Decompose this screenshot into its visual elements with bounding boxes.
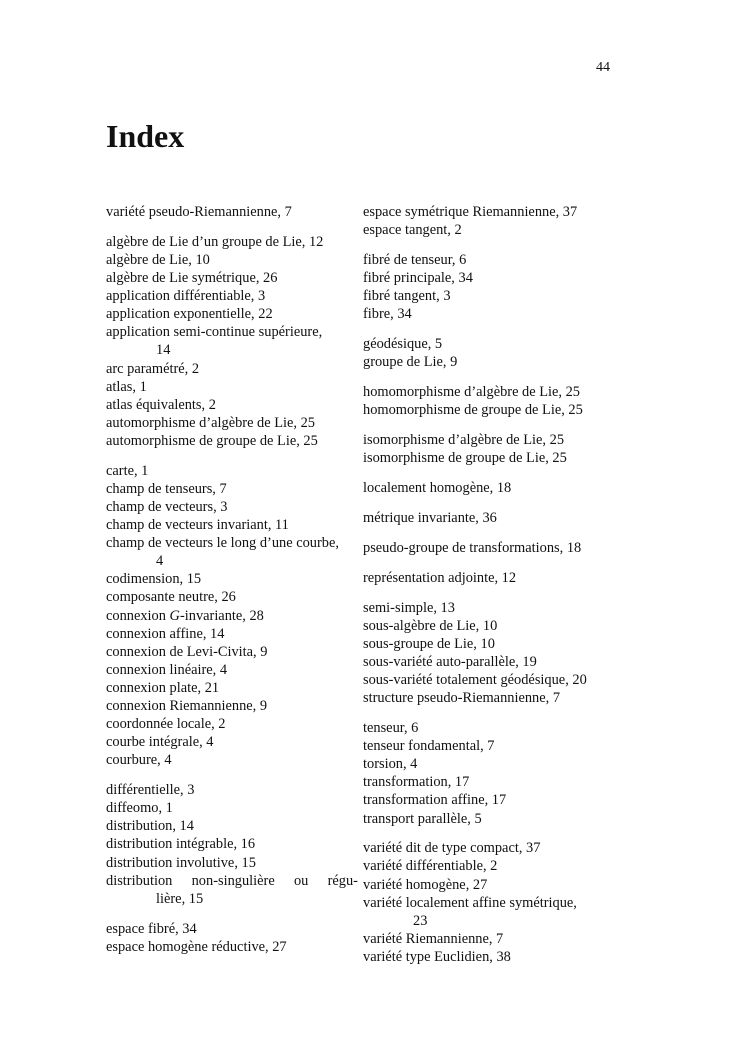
index-entry: représentation adjointe, 12 — [363, 569, 517, 586]
index-entry: champ de tenseurs, 7 — [106, 480, 227, 497]
index-entry: algèbre de Lie symétrique, 26 — [106, 270, 278, 287]
entry-word: régu- — [327, 872, 358, 889]
index-entry: différentielle, 3 — [106, 782, 195, 799]
index-entry: application exponentielle, 22 — [106, 306, 273, 323]
index-entry: fibré tangent, 3 — [363, 288, 451, 305]
index-entry: espace symétrique Riemannienne, 37 — [363, 204, 578, 220]
index-entry: distribution involutive, 15 — [106, 854, 256, 871]
index-group — [363, 839, 623, 966]
index-entry-connexion-g — [106, 607, 358, 625]
index-entry: structure pseudo-Riemannienne, 7 — [363, 690, 561, 707]
index-entry: connexion linéaire, 4 — [106, 661, 228, 678]
index-entry: algèbre de Lie, 10 — [106, 251, 210, 268]
index-entry: métrique invariante, 36 — [363, 510, 497, 526]
index-entry: variété dit de type compact, 37 — [363, 840, 541, 857]
index-entry: transformation affine, 17 — [363, 792, 507, 809]
index-entry: connexion de Levi-Civita, 9 — [106, 643, 268, 660]
index-entry: pseudo-groupe de transformations, 18 — [363, 539, 582, 556]
index-entry: tenseur fondamental, 7 — [363, 738, 495, 755]
index-entry: application différentiable, 3 — [106, 288, 266, 305]
index-entry: torsion, 4 — [363, 756, 418, 773]
index-entry: variété type Euclidien, 38 — [363, 948, 511, 965]
index-group — [363, 251, 623, 323]
index-group — [363, 203, 623, 239]
index-entry: distribution intégrable, 16 — [106, 836, 256, 853]
index-entry: espace tangent, 2 — [363, 222, 462, 239]
index-entry: variété homogène, 27 — [363, 876, 488, 893]
index-entry: transformation, 17 — [363, 774, 470, 791]
index-entry: géodésique, 5 — [363, 336, 443, 353]
index-entry: carte, 1 — [106, 462, 149, 479]
index-entry: localement homogène, 18 — [363, 480, 512, 497]
index-entry: automorphisme d’algèbre de Lie, 25 — [106, 414, 315, 431]
index-entry: fibre, 34 — [363, 306, 412, 323]
index-group — [106, 781, 358, 908]
index-group — [363, 569, 623, 587]
entry-prefix: connexion — [106, 607, 170, 624]
index-entry-continuation: lière, 15 — [156, 890, 204, 907]
index-group — [363, 335, 623, 371]
index-entry: fibré de tenseur, 6 — [363, 251, 467, 268]
index-entry: sous-groupe de Lie, 10 — [363, 635, 495, 652]
index-entry: champ de vecteurs le long d’une courbe, — [106, 535, 339, 552]
index-entry: composante neutre, 26 — [106, 589, 236, 606]
index-entry: fibré principale, 34 — [363, 270, 473, 287]
index-entry: diffeomo, 1 — [106, 800, 173, 817]
index-group — [106, 233, 358, 450]
index-entry: algèbre de Lie d’un groupe de Lie, 12 — [106, 233, 324, 250]
index-group — [106, 203, 358, 221]
index-entry: connexion plate, 21 — [106, 679, 220, 696]
index-group — [363, 383, 623, 419]
index-entry: variété localement affine symétrique, — [363, 894, 577, 911]
index-entry: transport parallèle, 5 — [363, 810, 482, 827]
index-entry-justified — [106, 872, 358, 890]
index-entry: application semi-continue supérieure, — [106, 324, 323, 341]
entry-word: ou — [293, 872, 309, 889]
index-entry: semi-simple, 13 — [363, 599, 455, 616]
index-entry: tenseur, 6 — [363, 720, 419, 737]
index-entry: homomorphisme de groupe de Lie, 25 — [363, 402, 583, 419]
index-entry: espace homogène réductive, 27 — [106, 938, 287, 955]
index-entry: variété Riemannienne, 7 — [363, 930, 504, 947]
index-column-left — [106, 203, 358, 968]
index-entry-continuation: 14 — [156, 342, 171, 359]
index-entry: variété pseudo-Riemannienne, 7 — [106, 204, 292, 220]
index-entry: isomorphisme de groupe de Lie, 25 — [363, 450, 567, 467]
index-entry: distribution, 14 — [106, 818, 194, 835]
index-entry: coordonnée locale, 2 — [106, 716, 226, 733]
entry-suffix: -invariante, 28 — [179, 607, 264, 624]
index-entry: homomorphisme d’algèbre de Lie, 25 — [363, 384, 580, 401]
index-entry: groupe de Lie, 9 — [363, 354, 458, 371]
index-group — [363, 431, 623, 467]
index-entry: variété différentiable, 2 — [363, 858, 498, 875]
page-number: 44 — [596, 60, 610, 75]
index-entry: codimension, 15 — [106, 571, 202, 588]
index-entry-continuation: 23 — [413, 912, 428, 929]
index-entry: courbure, 4 — [106, 752, 172, 769]
index-group — [363, 539, 623, 557]
index-entry: isomorphisme d’algèbre de Lie, 25 — [363, 432, 565, 449]
index-group — [363, 479, 623, 497]
entry-word: non-singulière — [191, 872, 275, 889]
index-entry: sous-algèbre de Lie, 10 — [363, 617, 498, 634]
index-group — [106, 920, 358, 956]
index-entry: espace fibré, 34 — [106, 920, 197, 937]
index-entry: arc paramétré, 2 — [106, 360, 200, 377]
index-entry: automorphisme de groupe de Lie, 25 — [106, 432, 318, 449]
index-entry: champ de vecteurs, 3 — [106, 499, 228, 515]
index-group — [363, 719, 623, 828]
index-column-right — [363, 203, 623, 978]
entry-word: distribution — [106, 872, 173, 889]
index-entry: courbe intégrale, 4 — [106, 734, 214, 751]
index-title: Index — [106, 118, 185, 154]
index-entry: atlas équivalents, 2 — [106, 396, 216, 413]
index-entry: connexion Riemannienne, 9 — [106, 698, 268, 715]
index-group — [106, 462, 358, 770]
index-entry: atlas, 1 — [106, 378, 147, 395]
index-entry: connexion affine, 14 — [106, 625, 225, 642]
index-entry: champ de vecteurs invariant, 11 — [106, 517, 289, 534]
math-variable: G — [169, 607, 180, 624]
index-entry: sous-variété totalement géodésique, 20 — [363, 672, 587, 689]
index-entry: sous-variété auto-parallèle, 19 — [363, 653, 537, 670]
index-group — [363, 599, 623, 708]
index-entry-continuation: 4 — [156, 553, 164, 570]
index-group — [363, 509, 623, 527]
